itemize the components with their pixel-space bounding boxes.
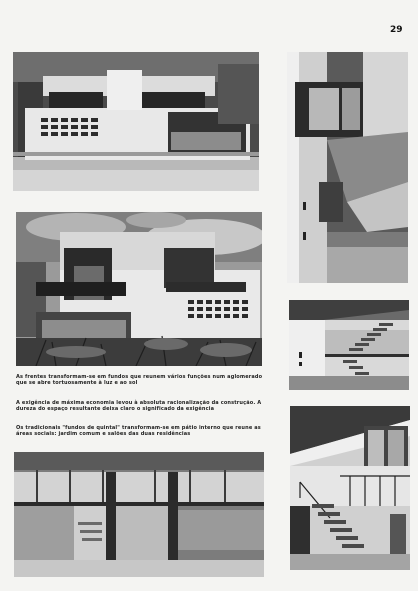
caption-house-fronts: As frentes transformam-se em fundos que reunem vários funções num aglomerado que se abre tortuosamente à luz e ao sol — [16, 374, 263, 387]
photo-house-facade-with-garden — [16, 212, 262, 366]
photo-ground-floor-interior-glazed-walls — [14, 452, 264, 577]
photo-interior-patio-double-height — [290, 406, 410, 570]
page-number: 29 — [390, 25, 403, 35]
caption-backyard-patio: Os tradicionais "fundos de quintal" transformam-se em pátio interno que reune as áreas sociais: jardim comum e salões das duas residências — [16, 425, 261, 438]
photo-interior-staircase — [289, 300, 409, 390]
photo-house-front-street — [13, 52, 259, 191]
photo-stairwell-exterior-view — [287, 52, 408, 283]
caption-construction-economy: A exigência de máxima economia levou à absoluta racionalização da construção. A dureza do espaço resultante deixa claro o significado da exigência — [16, 400, 262, 413]
